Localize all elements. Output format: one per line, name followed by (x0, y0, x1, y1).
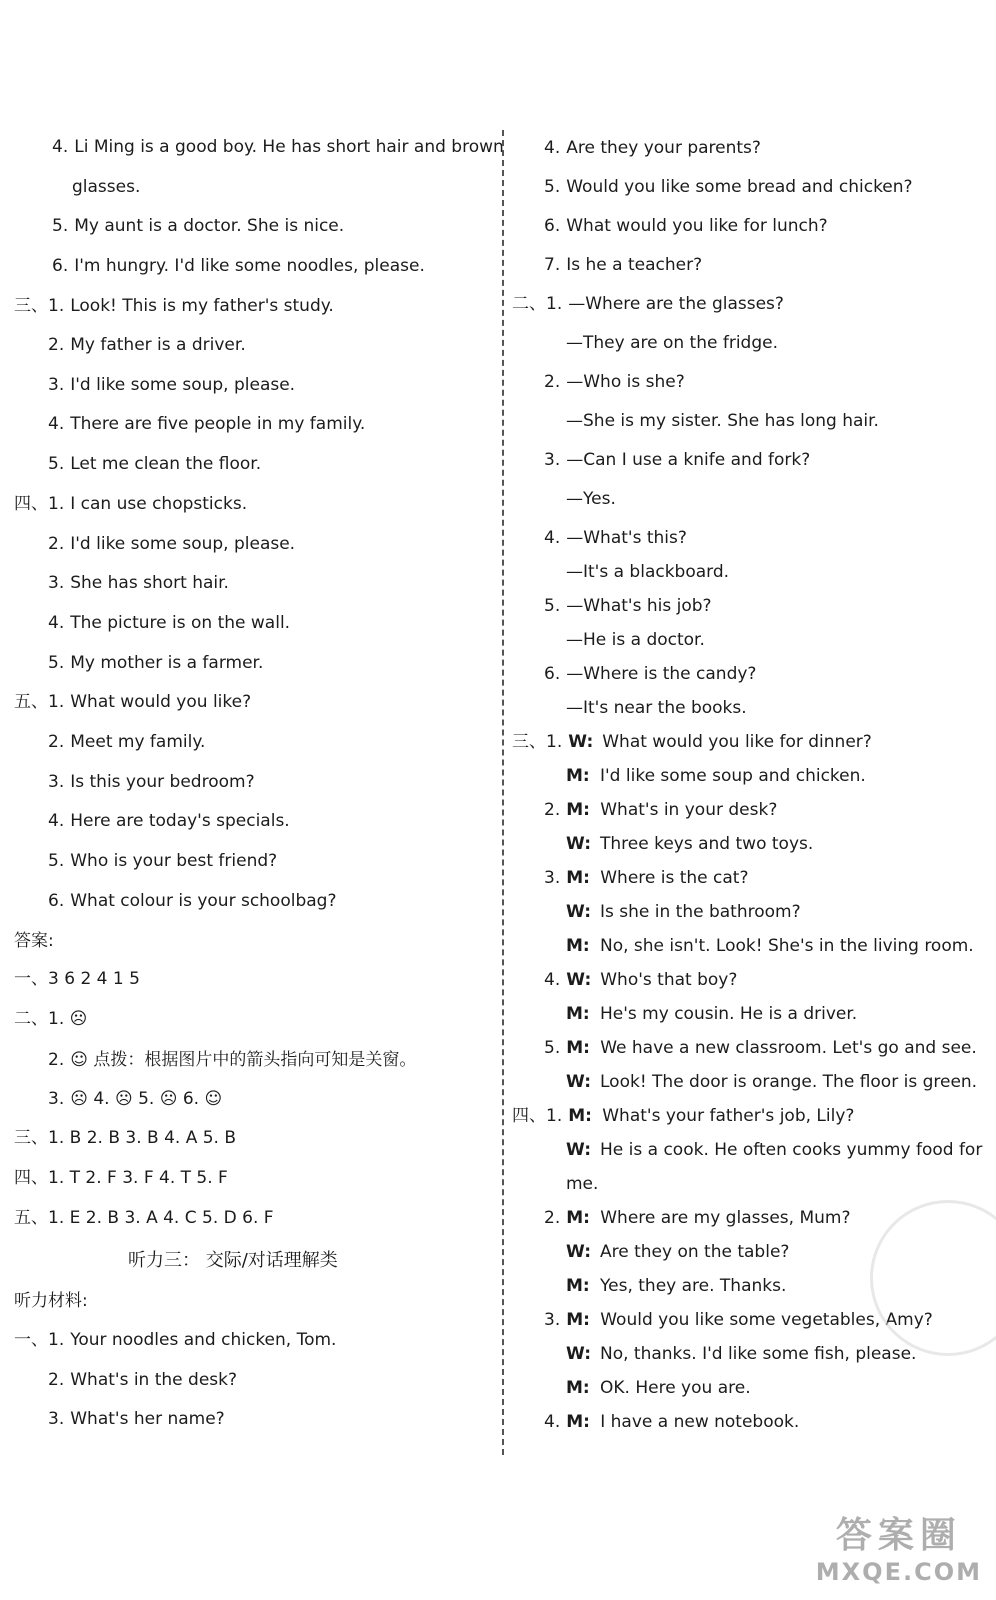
line-text: Would you like some bread and chicken? (566, 177, 913, 197)
right-line (544, 1207, 850, 1229)
left-line (48, 810, 290, 832)
right-line (544, 595, 712, 617)
right-line (566, 697, 747, 719)
line-text: ☹ 4. ☹ 5. ☹ 6. ☺ (70, 1089, 223, 1109)
item-number: 4. (544, 138, 561, 158)
item-number: 2. (544, 372, 561, 392)
line-text: What would you like? (70, 692, 252, 712)
left-line (52, 255, 425, 277)
line-text: We have a new classroom. Let's go and see. (600, 1038, 977, 1058)
line-text: Where are my glasses, Mum? (600, 1208, 851, 1228)
right-line (544, 663, 756, 685)
line-text: My father is a driver. (70, 335, 246, 355)
right-line (566, 1275, 786, 1297)
line-text: What would you like for lunch? (566, 216, 828, 236)
item-number: 2. (544, 800, 561, 820)
speaker-label: W: (566, 1344, 592, 1364)
right-line (566, 488, 616, 510)
line-text: OK. Here you are. (600, 1378, 751, 1398)
left-line (14, 1207, 274, 1229)
line-text: Is this your bedroom? (70, 772, 255, 792)
left-line (14, 1008, 87, 1030)
line-text: Let me clean the floor. (70, 454, 262, 474)
line-text: I'd like some soup, please. (70, 534, 296, 554)
line-text: Three keys and two toys. (600, 834, 814, 854)
line-text: I'd like some soup and chicken. (600, 766, 866, 786)
right-line (544, 1037, 977, 1059)
right-line (566, 1139, 982, 1161)
left-line (48, 771, 255, 793)
right-line (566, 1241, 789, 1263)
speaker-label: W: (566, 834, 592, 854)
right-line (544, 176, 913, 198)
right-line (512, 1105, 854, 1127)
line-text: —Where is the candy? (566, 664, 757, 684)
right-line (566, 1343, 916, 1365)
speaker-label: M: (566, 1310, 590, 1330)
line-text: What's her name? (70, 1409, 225, 1429)
left-line (48, 850, 277, 872)
right-line (566, 410, 879, 432)
item-number: 3. (544, 868, 561, 888)
item-number: 3. (48, 1409, 65, 1429)
left-line (48, 374, 295, 396)
line-text: Li Ming is a good boy. He has short hair and brown (74, 137, 504, 157)
item-number: 6. (52, 256, 69, 276)
item-number: 3. (48, 772, 65, 792)
speaker-label: M: (568, 1106, 592, 1126)
right-line (544, 254, 702, 276)
line-text: —It's near the books. (566, 698, 747, 718)
line-text: 四、1. T 2. F 3. F 4. T 5. F (14, 1168, 228, 1188)
line-text: She has short hair. (70, 573, 229, 593)
right-line (544, 799, 777, 821)
line-text: Who is your best friend? (70, 851, 278, 871)
right-line (544, 215, 828, 237)
left-line (48, 652, 263, 674)
line-text: I'm hungry. I'd like some noodles, please. (74, 256, 425, 276)
right-line (544, 1309, 933, 1331)
line-text: Is she in the bathroom? (600, 902, 801, 922)
item-number: 5. (544, 1038, 561, 1058)
item-number: 2. (48, 534, 65, 554)
item-number: 三、1. (14, 296, 65, 316)
line-text: —Can I use a knife and fork? (566, 450, 811, 470)
left-line (48, 453, 261, 475)
item-number: 2. (48, 1050, 65, 1070)
line-text: No, she isn't. Look! She's in the living room. (600, 936, 974, 956)
line-text: What's in the desk? (70, 1370, 238, 1390)
left-line (48, 572, 229, 594)
left-line (48, 334, 246, 356)
line-text: —Who is she? (566, 372, 685, 392)
line-text: —He is a doctor. (566, 630, 705, 650)
line-text: ☺ 点拨：根据图片中的箭头指向可知是关窗。 (70, 1050, 417, 1070)
left-line (48, 1408, 225, 1430)
left-line (128, 1250, 338, 1272)
item-number: 3. (48, 573, 65, 593)
right-line (566, 1173, 598, 1195)
speaker-label: M: (566, 1208, 590, 1228)
speaker-label: M: (566, 800, 590, 820)
line-text: —She is my sister. She has long hair. (566, 411, 879, 431)
item-number: 6. (544, 216, 561, 236)
left-line (14, 968, 140, 990)
right-line (544, 137, 761, 159)
left-line (14, 1167, 228, 1189)
right-line (544, 527, 687, 549)
left-line (14, 493, 247, 515)
speaker-label: M: (566, 766, 590, 786)
speaker-label: W: (566, 1242, 592, 1262)
left-line (14, 930, 54, 952)
line-text: What's in your desk? (600, 800, 778, 820)
line-text: —They are on the fridge. (566, 333, 779, 353)
line-text: He is a cook. He often cooks yummy food for (600, 1140, 983, 1160)
item-number: 7. (544, 255, 561, 275)
line-text: What's your father's job, Lily? (602, 1106, 855, 1126)
item-number: 4. (544, 970, 561, 990)
left-line (52, 215, 344, 237)
left-line (14, 1329, 336, 1351)
right-line (566, 833, 813, 855)
line-text: The picture is on the wall. (70, 613, 291, 633)
speaker-label: W: (566, 902, 592, 922)
item-number: 4. (48, 811, 65, 831)
right-line (544, 867, 749, 889)
line-text: Where is the cat? (600, 868, 749, 888)
right-line (544, 371, 685, 393)
item-number: 6. (48, 891, 65, 911)
line-text: Here are today's specials. (70, 811, 290, 831)
line-text: 五、1. E 2. B 3. A 4. C 5. D 6. F (14, 1208, 274, 1228)
line-text: —It's a blackboard. (566, 562, 730, 582)
line-text: Is he a teacher? (566, 255, 703, 275)
item-number: 4. (52, 137, 69, 157)
line-text: 答案: (14, 931, 54, 951)
line-text: Would you like some vegetables, Amy? (600, 1310, 933, 1330)
line-text: Are they your parents? (566, 138, 761, 158)
item-number: 3. (48, 1089, 65, 1109)
line-text: There are five people in my family. (70, 414, 366, 434)
speaker-label: M: (566, 1004, 590, 1024)
item-number: 5. (52, 216, 69, 236)
line-text: 三、1. B 2. B 3. B 4. A 5. B (14, 1128, 237, 1148)
right-line (566, 1377, 751, 1399)
speaker-label: W: (568, 732, 594, 752)
line-text: I have a new notebook. (600, 1412, 800, 1432)
line-text: —What's his job? (566, 596, 712, 616)
item-number: 2. (544, 1208, 561, 1228)
speaker-label: M: (566, 868, 590, 888)
right-line (566, 1071, 977, 1093)
item-number: 5. (48, 454, 65, 474)
line-text: My aunt is a doctor. She is nice. (74, 216, 345, 236)
item-number: 5. (544, 177, 561, 197)
watermark-line2: MXQE.COM (815, 1558, 982, 1586)
speaker-label: M: (566, 1276, 590, 1296)
item-number: 四、1. (512, 1106, 563, 1126)
right-line (566, 332, 778, 354)
right-line (544, 1411, 799, 1433)
line-text: No, thanks. I'd like some fish, please. (600, 1344, 917, 1364)
item-number: 3. (544, 450, 561, 470)
line-text: 一、3 6 2 4 1 5 (14, 969, 140, 989)
item-number: 5. (48, 851, 65, 871)
item-number: 五、1. (14, 692, 65, 712)
item-number: 6. (544, 664, 561, 684)
right-line (566, 561, 729, 583)
left-line (52, 136, 504, 158)
left-line (14, 1127, 236, 1149)
watermark (816, 1507, 982, 1586)
right-line (566, 1003, 857, 1025)
right-line (512, 731, 872, 753)
speaker-label: M: (566, 1038, 590, 1058)
line-text: 听力三： 交际/对话理解类 (128, 1250, 338, 1271)
line-text: He's my cousin. He is a driver. (600, 1004, 858, 1024)
left-line (48, 413, 365, 435)
left-line (48, 731, 205, 753)
line-text: My mother is a farmer. (70, 653, 264, 673)
line-text: 听力材料: (14, 1291, 88, 1311)
right-line (544, 969, 737, 991)
line-text: Look! The door is orange. The floor is green. (600, 1072, 978, 1092)
right-line (566, 765, 866, 787)
item-number: 四、1. (14, 494, 65, 514)
speaker-label: M: (566, 1378, 590, 1398)
item-number: 4. (544, 528, 561, 548)
right-line (512, 293, 784, 315)
line-text: Your noodles and chicken, Tom. (70, 1330, 337, 1350)
line-text: Are they on the table? (600, 1242, 790, 1262)
line-text: What colour is your schoolbag? (70, 891, 337, 911)
left-line (48, 1369, 237, 1391)
line-text: —Yes. (566, 489, 616, 509)
line-text: —Where are the glasses? (568, 294, 784, 314)
left-line (14, 295, 334, 317)
item-number: 二、1. (512, 294, 563, 314)
right-line (566, 901, 801, 923)
line-text: glasses. (72, 177, 141, 197)
watermark-line1: 答案圈 (835, 1515, 962, 1556)
item-number: 2. (48, 1370, 65, 1390)
item-number: 三、1. (512, 732, 563, 752)
speaker-label: W: (566, 970, 592, 990)
line-text: me. (566, 1174, 599, 1194)
line-text: Yes, they are. Thanks. (600, 1276, 787, 1296)
item-number: 4. (48, 613, 65, 633)
stamp-mark (870, 1200, 996, 1356)
line-text: Who's that boy? (600, 970, 738, 990)
column-divider (502, 130, 504, 1455)
item-number: 3. (544, 1310, 561, 1330)
line-text: What would you like for dinner? (602, 732, 872, 752)
line-text: Look! This is my father's study. (70, 296, 334, 316)
line-text: I'd like some soup, please. (70, 375, 296, 395)
item-number: 5. (48, 653, 65, 673)
speaker-label: M: (566, 1412, 590, 1432)
line-text: I can use chopsticks. (70, 494, 248, 514)
right-line (566, 629, 705, 651)
item-number: 2. (48, 732, 65, 752)
speaker-label: W: (566, 1072, 592, 1092)
left-line (48, 1049, 416, 1071)
speaker-label: W: (566, 1140, 592, 1160)
line-text: 二、1. ☹ (14, 1009, 88, 1029)
left-line (48, 1088, 222, 1110)
left-line (72, 176, 140, 198)
line-text: Meet my family. (70, 732, 206, 752)
item-number: 2. (48, 335, 65, 355)
item-number: 一、1. (14, 1330, 65, 1350)
item-number: 5. (544, 596, 561, 616)
right-line (544, 449, 810, 471)
right-line (566, 935, 974, 957)
left-line (48, 533, 295, 555)
left-line (14, 691, 251, 713)
item-number: 3. (48, 375, 65, 395)
item-number: 4. (544, 1412, 561, 1432)
left-line (48, 890, 336, 912)
line-text: —What's this? (566, 528, 687, 548)
left-line (48, 612, 290, 634)
item-number: 4. (48, 414, 65, 434)
left-line (14, 1290, 88, 1312)
speaker-label: M: (566, 936, 590, 956)
